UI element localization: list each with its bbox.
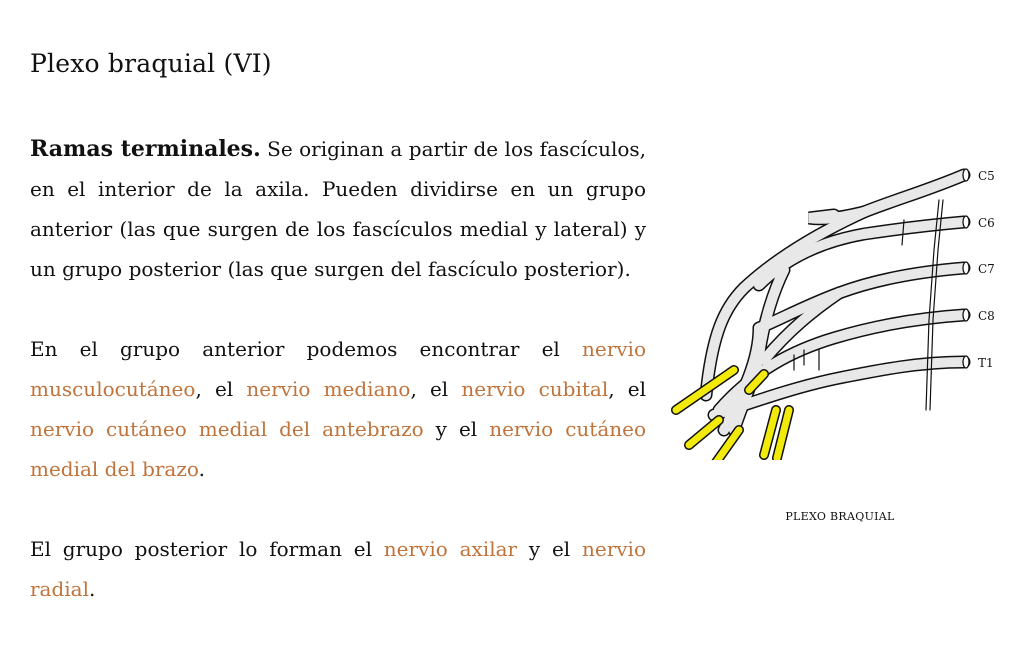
root-label-c7: C7: [978, 262, 995, 276]
paragraph-text: , el: [410, 377, 462, 401]
paragraph-text: En el grupo anterior podemos encontrar el: [30, 337, 582, 361]
link-nervio-cutaneo-medial-antebrazo[interactable]: nervio cutáneo medial del antebrazo: [30, 417, 424, 441]
paragraph-text: , el: [608, 377, 647, 401]
paragraph-text: El grupo posterior lo forman el: [30, 537, 384, 561]
link-nervio-musculocutaneo[interactable]: nervio musculocutáneo: [30, 337, 646, 401]
root-label-t1: T1: [978, 356, 994, 370]
paragraph-text: y el: [423, 417, 490, 441]
root-label-c6: C6: [978, 216, 995, 230]
paragraph-text: .: [198, 457, 205, 481]
paragraph-grupo-anterior: [30, 329, 646, 489]
link-nervio-mediano[interactable]: nervio mediano: [246, 377, 411, 401]
brachial-plexus-illustration: [664, 160, 1014, 460]
link-nervio-cubital[interactable]: nervio cubital: [461, 377, 609, 401]
paragraph-ramas-terminales: [30, 129, 646, 289]
link-nervio-radial[interactable]: nervio radial: [30, 537, 646, 601]
paragraph-text: y el: [517, 537, 582, 561]
paragraph-text: Se originan a partir de los fascículos, en el interior de la axila. Pueden dividirse en un grupo anterior (las que surgen de los fascículos medial y lateral) y un grupo posterior (las que surgen del fascículo posterior).: [30, 137, 647, 281]
link-nervio-cutaneo-medial-brazo[interactable]: nervio cutáneo medial del brazo: [30, 417, 647, 481]
paragraph-text: .: [89, 577, 96, 601]
paragraph-text: , el: [195, 377, 247, 401]
link-nervio-axilar[interactable]: nervio axilar: [383, 537, 518, 561]
figure-caption: PLEXO BRAQUIAL: [785, 510, 895, 523]
page-title: Plexo braquial (VI): [30, 49, 272, 78]
lead-term: Ramas terminales.: [30, 136, 261, 162]
root-label-c8: C8: [978, 309, 995, 323]
root-label-c5: C5: [978, 169, 995, 183]
paragraph-grupo-posterior: [30, 529, 646, 609]
